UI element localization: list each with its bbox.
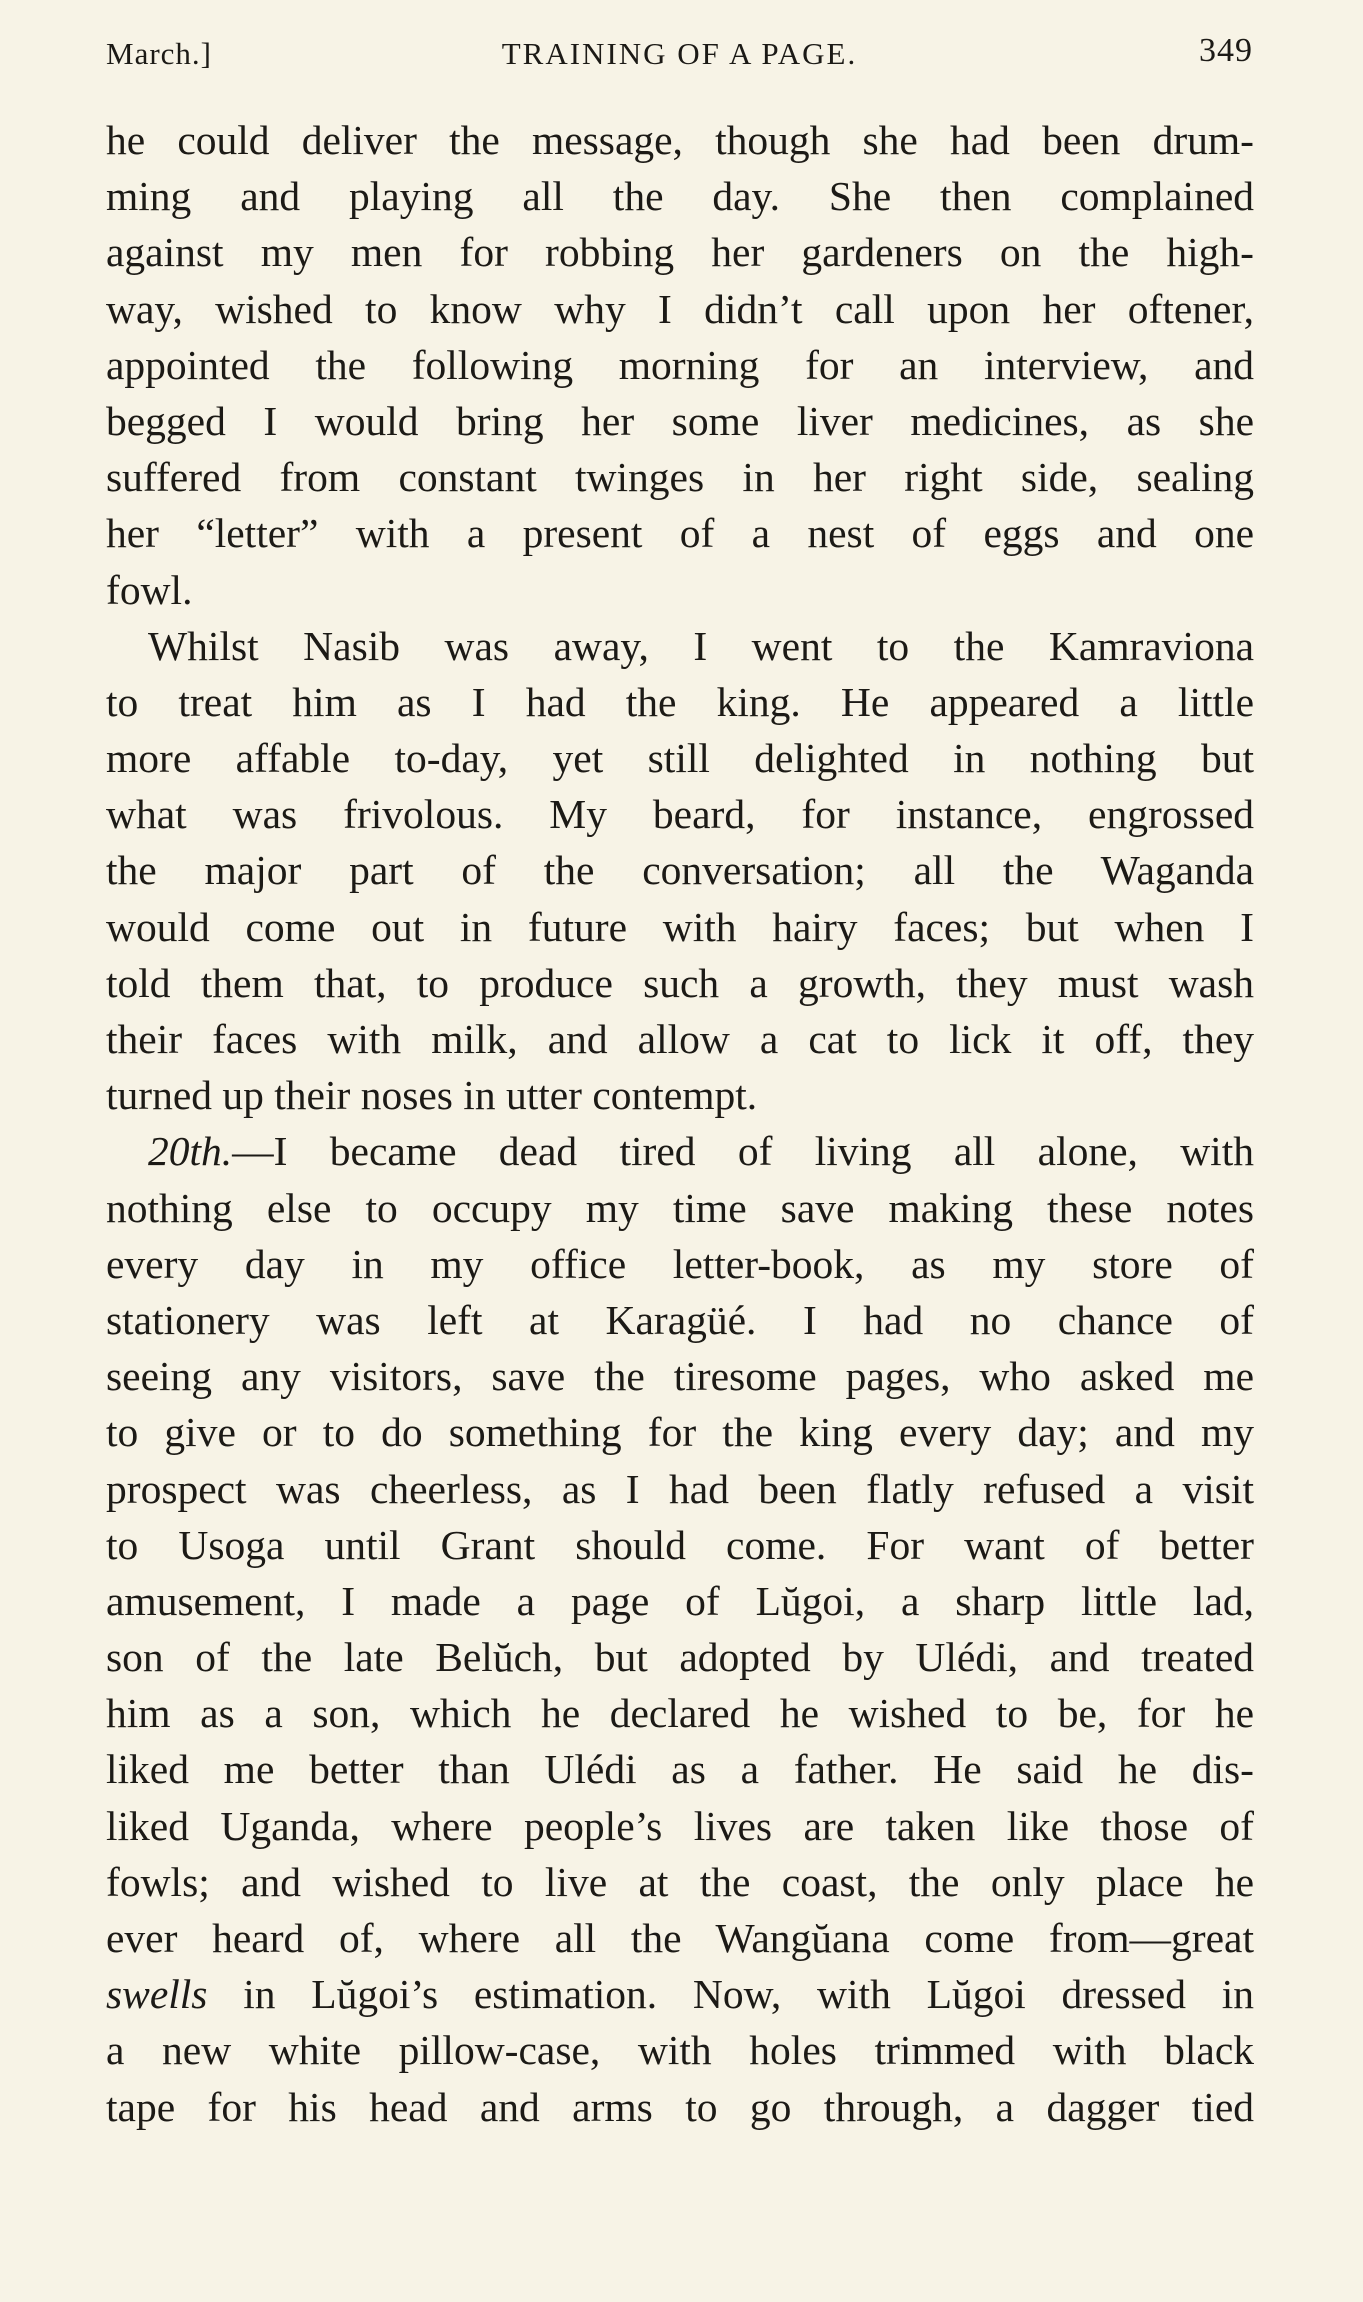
running-header: [106, 28, 1253, 82]
line-text: told them that, to produce such a growth, they must wash: [106, 959, 1254, 1006]
line-text: her “letter” with a present of a nest of eggs and one: [106, 510, 1254, 557]
text-line: [106, 1573, 1254, 1629]
text-line: [106, 786, 1254, 842]
line-text: begged I would bring her some liver medicines, as she: [106, 397, 1254, 444]
text-line: [106, 1292, 1254, 1348]
line-text: their faces with milk, and allow a cat to lick it off, they: [106, 1016, 1254, 1062]
line-text: stationery was left at Karagüé. I had no chance of: [106, 1296, 1254, 1343]
header-title: TRAINING OF A PAGE.: [501, 36, 858, 71]
text-line: [106, 393, 1254, 449]
text-line: [106, 899, 1254, 955]
text-line: [106, 112, 1254, 168]
line-text: turned up their noses in utter contempt.: [106, 1072, 758, 1119]
line-text: a new white pillow-case, with holes trimmed with black: [106, 2027, 1254, 2074]
text-line: [106, 224, 1254, 280]
line-text: he could deliver the message, though she had been drum-: [106, 117, 1254, 163]
text-line: [106, 2079, 1254, 2135]
line-text: prospect was cheerless, as I had been flatly refused a visit: [106, 1465, 1254, 1512]
text-line: [106, 1348, 1254, 1404]
text-line: [106, 1910, 1254, 1966]
line-text: liked Uganda, where people’s lives are taken like those of: [106, 1802, 1254, 1849]
text-line: [106, 955, 1254, 1011]
text-line: [106, 1798, 1254, 1854]
text-line: [106, 674, 1254, 730]
italic-text: 20th.: [148, 1128, 233, 1175]
text-line: [106, 1123, 1254, 1179]
text-line: [106, 618, 1254, 674]
text-line: [106, 1067, 1254, 1123]
text-line: [106, 449, 1254, 505]
text-line: [106, 1011, 1254, 1067]
line-text: ming and playing all the day. She then complained: [106, 173, 1254, 220]
line-text: in Lŭgoi’s estimation. Now, with Lŭgoi dressed in: [207, 1971, 1254, 2018]
header-chapter-marker: March.]: [106, 36, 212, 71]
text-line: [106, 168, 1254, 224]
line-text: fowls; and wished to live at the coast, the only place he: [106, 1858, 1254, 1905]
line-text: what was frivolous. My beard, for instance, engrossed: [106, 791, 1254, 838]
line-text: seeing any visitors, save the tiresome pages, who asked me: [106, 1353, 1254, 1400]
text-line: [106, 1685, 1254, 1741]
line-text: ever heard of, where all the Wangŭana come from—great: [106, 1915, 1254, 1961]
text-line: [106, 281, 1254, 337]
text-line: [106, 1741, 1254, 1797]
line-text: way, wished to know why I didn’t call upon her oftener,: [106, 285, 1254, 332]
line-text: tape for his head and arms to go through, a dagger tied: [106, 2083, 1254, 2130]
italic-text: swells: [106, 1971, 208, 2018]
line-text: to give or to do something for the king every day; and my: [106, 1409, 1254, 1456]
text-line: [106, 1854, 1254, 1910]
line-text: fowl.: [106, 566, 193, 613]
text-line: [106, 2022, 1254, 2078]
line-text: nothing else to occupy my time save making these notes: [106, 1184, 1254, 1231]
line-text: the major part of the conversation; all the Waganda: [106, 847, 1254, 894]
text-line: [106, 562, 1254, 618]
body-text: [106, 112, 1254, 2135]
line-text: more affable to-day, yet still delighted in nothing but: [106, 735, 1254, 782]
text-line: [106, 1966, 1254, 2022]
line-text: liked me better than Ulédi as a father. He said he dis-: [106, 1746, 1254, 1793]
line-text: amusement, I made a page of Lŭgoi, a sharp little lad,: [106, 1577, 1254, 1624]
line-text: him as a son, which he declared he wished to be, for he: [106, 1690, 1254, 1737]
line-text: to Usoga until Grant should come. For want of better: [106, 1521, 1254, 1568]
text-line: [106, 1404, 1254, 1460]
text-line: [106, 1236, 1254, 1292]
line-text: to treat him as I had the king. He appeared a little: [106, 678, 1254, 725]
line-text: against my men for robbing her gardeners on the high-: [106, 229, 1254, 276]
line-text: appointed the following morning for an interview, and: [106, 341, 1254, 388]
text-line: [106, 1517, 1254, 1573]
text-line: [106, 1461, 1254, 1517]
text-line: [106, 505, 1254, 561]
page-number: 349: [1199, 32, 1253, 69]
text-line: [106, 1629, 1254, 1685]
line-text: Whilst Nasib was away, I went to the Kamraviona: [148, 622, 1254, 669]
text-line: [106, 1180, 1254, 1236]
line-text: son of the late Belŭch, but adopted by Ulédi, and treated: [106, 1634, 1254, 1681]
line-text: would come out in future with hairy faces; but when I: [106, 903, 1254, 950]
line-text: —I became dead tired of living all alone, with: [232, 1128, 1254, 1175]
line-text: every day in my office letter-book, as my store of: [106, 1240, 1254, 1287]
text-line: [106, 730, 1254, 786]
line-text: suffered from constant twinges in her right side, sealing: [106, 454, 1254, 501]
text-line: [106, 337, 1254, 393]
text-line: [106, 842, 1254, 898]
